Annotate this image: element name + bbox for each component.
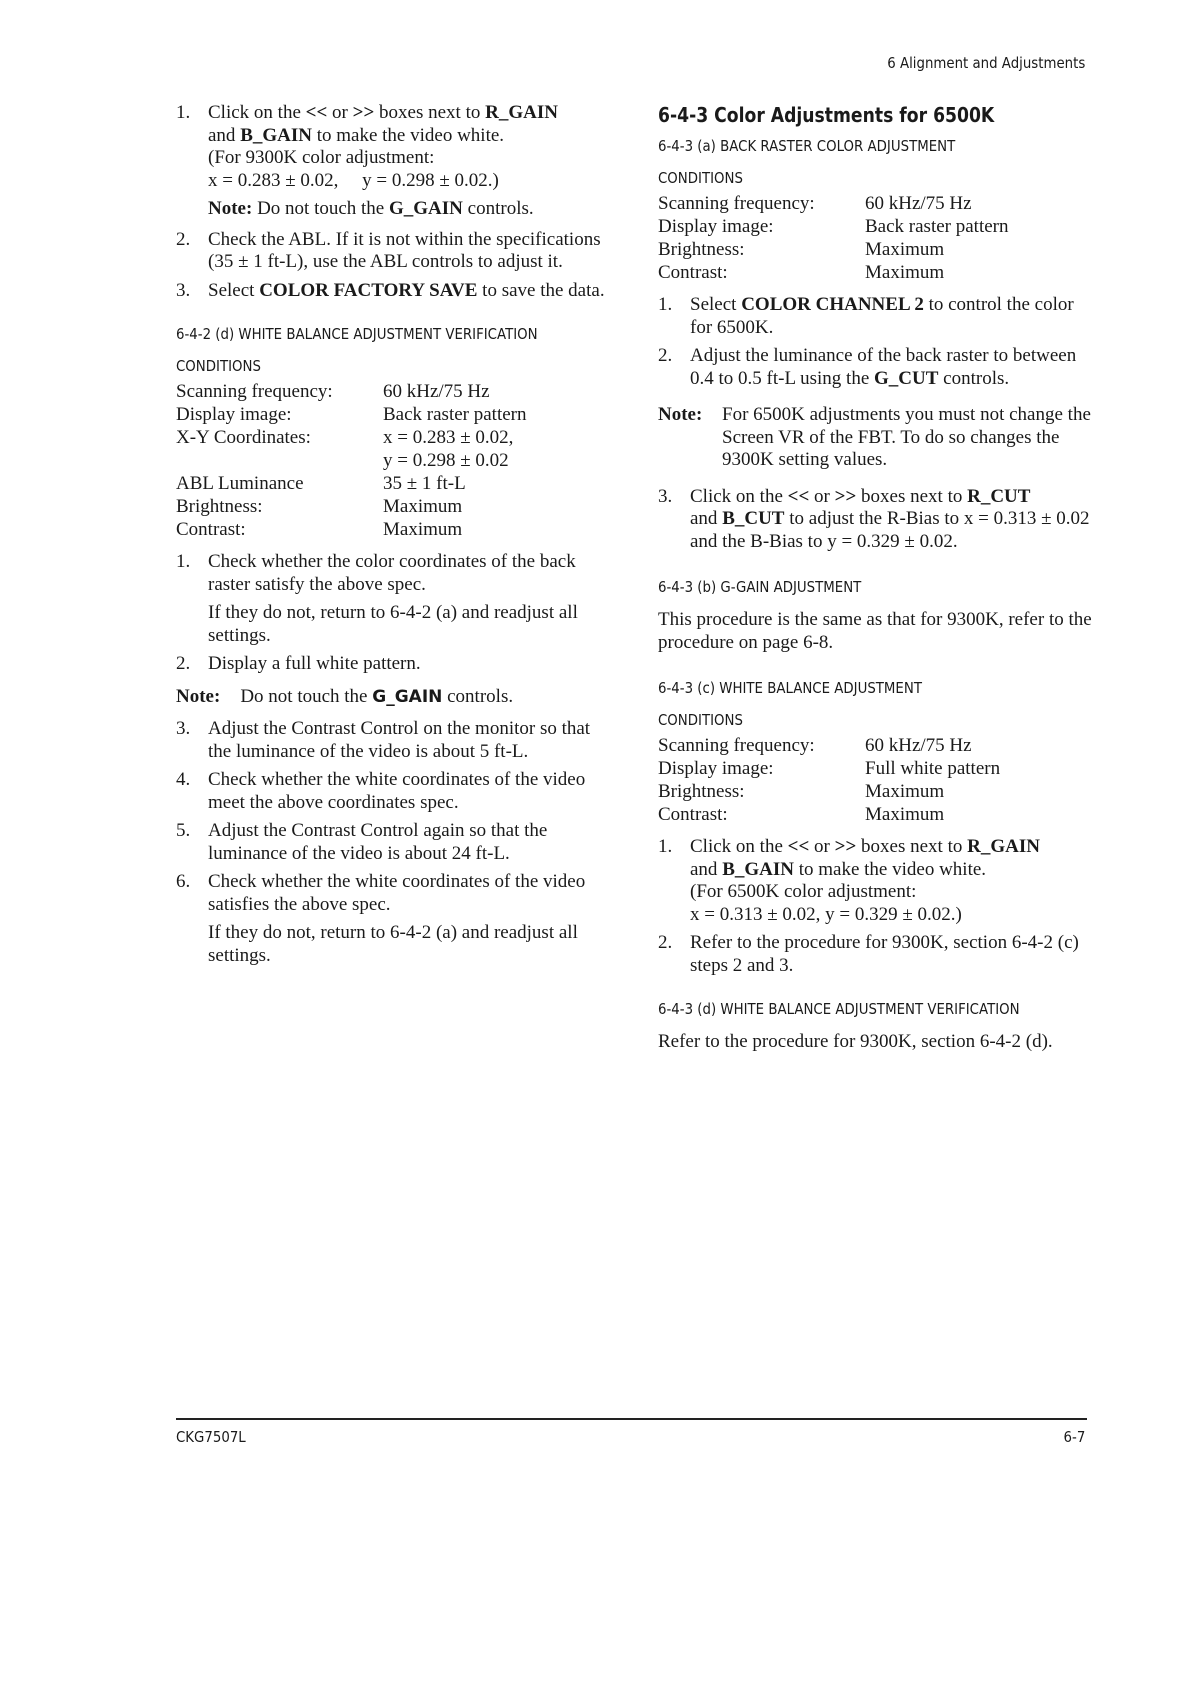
list-item: 4. Check whether the white coordinates of the video meet the above coordinates spec. [176, 769, 586, 813]
conditions-table [658, 192, 1008, 284]
conditions-label: CONDITIONS [658, 711, 743, 729]
list-item: 1. Click on the << or >> boxes next to R_GAIN and B_GAIN to make the video white. (For 6500K color adjustment: x = 0.313 ± 0.02, y = 0.329 ± 0.02.) [658, 836, 1040, 925]
verification-steps-list-continued [176, 718, 606, 967]
table-row: Scanning frequency: 60 kHz/75 Hz [658, 193, 972, 214]
table-row: Contrast: Maximum [658, 804, 945, 825]
table-row: Contrast: Maximum [658, 262, 945, 283]
white-balance-steps-list [658, 836, 1094, 977]
conditions-label: CONDITIONS [658, 169, 743, 187]
running-header: 6 Alignment and Adjustments [886, 54, 1085, 72]
note: Note: For 6500K adjustments you must not change the Screen VR of the FBT. To do so changes the 9300K setting values. [658, 404, 1091, 470]
list-item: 2. Refer to the procedure for 9300K, section 6-4-2 (c) steps 2 and 3. [658, 932, 1079, 976]
conditions-table [658, 734, 1000, 826]
gain-steps-list [176, 102, 606, 302]
section-heading: 6-4-2 (d) WHITE BALANCE ADJUSTMENT VERIFICATION [176, 325, 538, 343]
section-title: 6-4-3 Color Adjustments for 6500K [658, 103, 995, 127]
back-raster-steps-list-continued [658, 486, 1094, 554]
list-item: 2. Check the ABL. If it is not within the specifications (35 ± 1 ft-L), use the ABL controls to adjust it. [176, 228, 601, 272]
table-row: Display image: Back raster pattern [176, 404, 527, 425]
footer-divider [176, 1418, 1087, 1420]
table-row: Scanning frequency: 60 kHz/75 Hz [658, 735, 972, 756]
list-item: 1. Check whether the color coordinates of the back raster satisfy the above spec. If they do not, return to 6-4-2 (a) and readjust all settings. [176, 551, 578, 646]
table-row: X-Y Coordinates: x = 0.283 ± 0.02, [176, 427, 514, 448]
list-item: 5. Adjust the Contrast Control again so that the luminance of the video is about 24 ft-L. [176, 820, 548, 864]
table-row: y = 0.298 ± 0.02 [383, 450, 509, 471]
section-heading: 6-4-3 (d) WHITE BALANCE ADJUSTMENT VERIFICATION [658, 1000, 1020, 1018]
table-row: ABL Luminance 35 ± 1 ft-L [176, 473, 466, 494]
list-item: 3. Click on the << or >> boxes next to R_CUT and B_CUT to adjust the R-Bias to x = 0.313 ± 0.02 and the B-Bias to y = 0.329 ± 0.02. [658, 485, 1090, 552]
footer-model: CKG7507L [176, 1428, 246, 1446]
list-item: 1. Click on the << or >> boxes next to R_GAIN and B_GAIN to make the video white. (For 9300K color adjustment: x = 0.283 ± 0.02, y = 0.298 ± 0.02.) Note: Do not touch the G_GAIN controls. [176, 102, 606, 221]
section-heading: 6-4-3 (b) G-GAIN ADJUSTMENT [658, 578, 862, 596]
verification-steps-list [176, 551, 606, 676]
conditions-table [176, 380, 526, 541]
table-row: Brightness: Maximum [658, 781, 945, 802]
section-heading: 6-4-3 (c) WHITE BALANCE ADJUSTMENT [658, 679, 922, 697]
conditions-label: CONDITIONS [176, 357, 261, 375]
footer-page-number: 6-7 [1063, 1428, 1085, 1446]
table-row: Contrast: Maximum [176, 519, 463, 540]
list-item: 2. Display a full white pattern. [176, 653, 421, 674]
table-row: Brightness: Maximum [176, 496, 463, 517]
list-item: 2. Adjust the luminance of the back raster to between 0.4 to 0.5 ft-L using the G_CUT controls. [658, 345, 1077, 389]
left-column [176, 102, 606, 973]
table-row: Display image: Full white pattern [658, 758, 1001, 779]
list-item: 1. Select COLOR CHANNEL 2 to control the color for 6500K. [658, 294, 1074, 338]
list-item: 3. Adjust the Contrast Control on the monitor so that the luminance of the video is about 5 ft-L. [176, 718, 591, 762]
table-row: Display image: Back raster pattern [658, 216, 1009, 237]
section-heading: 6-4-3 (a) BACK RASTER COLOR ADJUSTMENT [658, 137, 956, 155]
list-item: 3. Select COLOR FACTORY SAVE to save the data. [176, 279, 605, 301]
note: Note: Do not touch the G_GAIN controls. [208, 198, 534, 219]
paragraph: This procedure is the same as that for 9300K, refer to the procedure on page 6-8. [658, 609, 1092, 653]
back-raster-steps-list [658, 294, 1094, 390]
right-column [658, 102, 1094, 1062]
list-item: 6. Check whether the white coordinates of the video satisfies the above spec. If they do not, return to 6-4-2 (a) and readjust all settings. [176, 871, 586, 966]
paragraph: Refer to the procedure for 9300K, section 6-4-2 (d). [658, 1031, 1053, 1052]
note: Note: Do not touch the G_GAIN controls. [176, 685, 514, 707]
table-row: Scanning frequency: 60 kHz/75 Hz [176, 381, 490, 402]
table-row: Brightness: Maximum [658, 239, 945, 260]
